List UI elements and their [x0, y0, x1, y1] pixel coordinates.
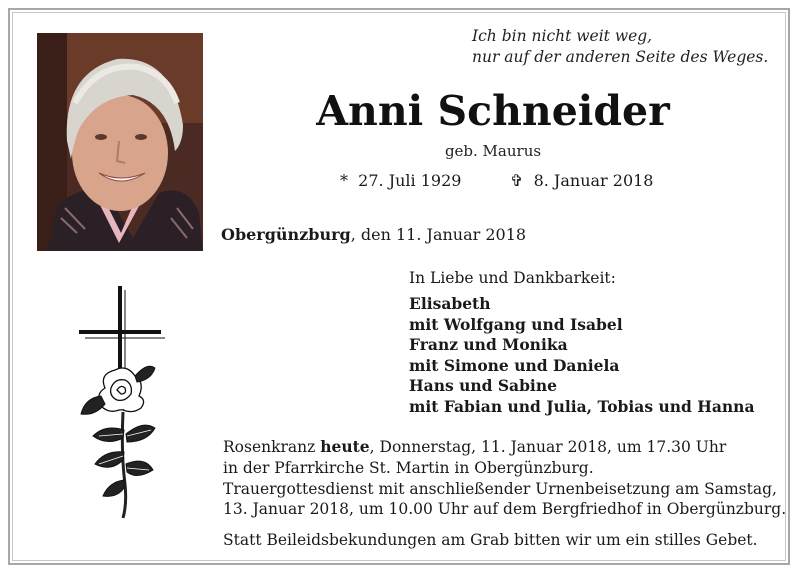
death-date-text: 8. Januar 2018: [533, 171, 654, 190]
epigraph-quote: [472, 26, 772, 68]
quote-line-1: Ich bin nicht weit weg,: [472, 27, 653, 45]
mourners-list: [409, 294, 755, 418]
place-and-date: [221, 225, 526, 245]
service-line-4: 13. Januar 2018, um 10.00 Uhr auf dem Bergfriedhof in Obergünzburg.: [223, 500, 787, 519]
death-date: [510, 171, 653, 191]
service-details: [223, 437, 787, 520]
rosary-text-c: , Donnerstag, 11. Januar 2018, um 17.30 Uhr: [369, 438, 727, 456]
mourner-line: Hans und Sabine: [409, 376, 557, 396]
mourner-line: mit Wolfgang und Isabel: [409, 314, 623, 334]
rosary-line: [223, 437, 783, 458]
closing-note: Statt Beileidsbekundungen am Grab bitten wir um ein stilles Gebet.: [223, 531, 758, 549]
service-line-2: in der Pfarrkirche St. Martin in Obergünzburg.: [223, 458, 594, 477]
born-date-text: 27. Juli 1929: [358, 171, 462, 190]
service-line-3: Trauergottesdienst mit anschließender Urnenbeisetzung am Samstag,: [223, 479, 777, 498]
birth-star-icon: *: [340, 171, 348, 190]
place-town: Obergünzburg: [221, 225, 351, 244]
born-date: [340, 171, 461, 191]
rosary-text-a: Rosenkranz: [223, 438, 321, 456]
mourner-line: Elisabeth: [409, 294, 491, 313]
mourner-line: Franz und Monika: [409, 335, 568, 355]
death-cross-icon: ✞: [510, 171, 524, 190]
mourner-line: mit Fabian und Julia, Tobias und Hanna: [409, 396, 755, 416]
portrait-photo: [37, 33, 203, 251]
mourner-line: mit Simone und Daniela: [409, 355, 620, 375]
place-date: , den 11. Januar 2018: [350, 225, 527, 244]
quote-line-2: nur auf der anderen Seite des Weges.: [472, 48, 769, 66]
cross-and-rose-icon: [75, 284, 175, 520]
mourners-intro: In Liebe und Dankbarkeit:: [409, 269, 616, 287]
rosary-today: heute: [320, 437, 370, 456]
birth-name: geb. Maurus: [444, 142, 542, 160]
deceased-name: Anni Schneider: [316, 87, 670, 135]
